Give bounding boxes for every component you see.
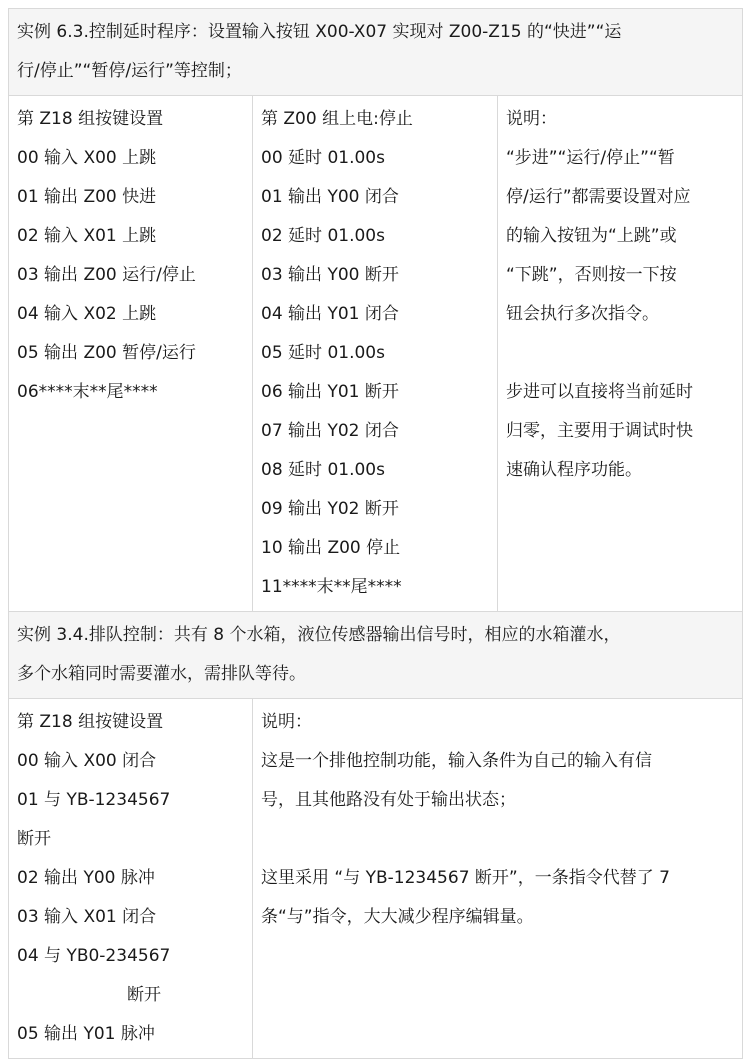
- queue-key-settings-column: [9, 699, 253, 1059]
- title-line: 实例 3.4.排队控制：共有 8 个水箱，液位传感器输出信号时，相应的水箱灌水，: [17, 625, 621, 645]
- program-line: 01 输出 Z00 快进: [17, 187, 157, 207]
- explanation-line: 条“与”指令，大大减少程序编辑量。: [261, 907, 534, 927]
- explanation-line: 步进可以直接将当前延时: [506, 382, 693, 402]
- example-3-4-title: [9, 612, 743, 699]
- program-line: 00 输入 X00 上跳: [17, 148, 157, 168]
- explanation-line: 这里采用 “与 YB-1234567 断开”，一条指令代替了 7: [261, 868, 670, 888]
- explanation-line: 的输入按钮为“上跳”或: [506, 226, 677, 246]
- program-line: 第 Z18 组按键设置: [17, 109, 164, 129]
- program-line: 03 输出 Y00 断开: [261, 265, 399, 285]
- program-line: 04 与 YB0-234567: [17, 946, 171, 966]
- explanation-column: [498, 96, 743, 612]
- program-line: 02 输出 Y00 脉冲: [17, 868, 155, 888]
- program-line: 05 输出 Z00 暂停/运行: [17, 343, 196, 363]
- program-line: 02 延时 01.00s: [261, 226, 385, 246]
- explanation-line: “步进”“运行/停止”“暂: [506, 148, 675, 168]
- program-line: 05 延时 01.00s: [261, 343, 385, 363]
- program-line: 第 Z18 组按键设置: [17, 712, 164, 732]
- program-line-continuation: 断开: [127, 985, 161, 1005]
- program-line: 03 输出 Z00 运行/停止: [17, 265, 196, 285]
- program-line: 07 输出 Y02 闭合: [261, 421, 399, 441]
- program-line: 10 输出 Z00 停止: [261, 538, 401, 558]
- explanation-line: 归零，主要用于调试时快: [506, 421, 693, 441]
- queue-explanation-column: [253, 699, 743, 1059]
- program-line: 08 延时 01.00s: [261, 460, 385, 480]
- explanation-line: 号，且其他路没有处于输出状态；: [261, 790, 516, 810]
- title-line: 多个水箱同时需要灌水，需排队等待。: [17, 664, 306, 684]
- title-line: 实例 6.3.控制延时程序：设置输入按钮 X00-X07 实现对 Z00-Z15 的“快进”“运: [17, 22, 622, 42]
- program-line: 第 Z00 组上电:停止: [261, 109, 413, 129]
- explanation-line: 钮会执行多次指令。: [506, 304, 659, 324]
- program-line: 04 输入 X02 上跳: [17, 304, 157, 324]
- explanation-line: 停/运行”都需要设置对应: [506, 187, 691, 207]
- blank-line: [506, 334, 736, 373]
- program-line: 05 输出 Y01 脉冲: [17, 1024, 155, 1044]
- explanation-heading: 说明：: [261, 712, 312, 732]
- program-end-line: 11****末**尾****: [261, 577, 402, 597]
- program-line: 01 输出 Y00 闭合: [261, 187, 399, 207]
- program-line: 00 延时 01.00s: [261, 148, 385, 168]
- program-line: 09 输出 Y02 断开: [261, 499, 399, 519]
- program-line: 03 输入 X01 闭合: [17, 907, 157, 927]
- title-line: 行/停止”“暂停/运行”等控制；: [17, 61, 242, 81]
- explanation-line: 速确认程序功能。: [506, 460, 642, 480]
- program-line: 04 输出 Y01 闭合: [261, 304, 399, 324]
- program-end-line: 06****末**尾****: [17, 382, 158, 402]
- explanation-line: 这是一个排他控制功能，输入条件为自己的输入有信: [261, 751, 652, 771]
- program-line: 01 与 YB-1234567: [17, 790, 171, 810]
- blank-line: [261, 820, 736, 859]
- program-line-continuation: 断开: [17, 829, 51, 849]
- explanation-line: “下跳”，否则按一下按: [506, 265, 677, 285]
- example-6-3-title: [9, 9, 743, 96]
- key-settings-column: [9, 96, 253, 612]
- explanation-heading: 说明：: [506, 109, 557, 129]
- power-on-group-column: [253, 96, 498, 612]
- program-line: 06 输出 Y01 断开: [261, 382, 399, 402]
- examples-table: [8, 8, 743, 1059]
- program-line: 00 输入 X00 闭合: [17, 751, 157, 771]
- program-line: 02 输入 X01 上跳: [17, 226, 157, 246]
